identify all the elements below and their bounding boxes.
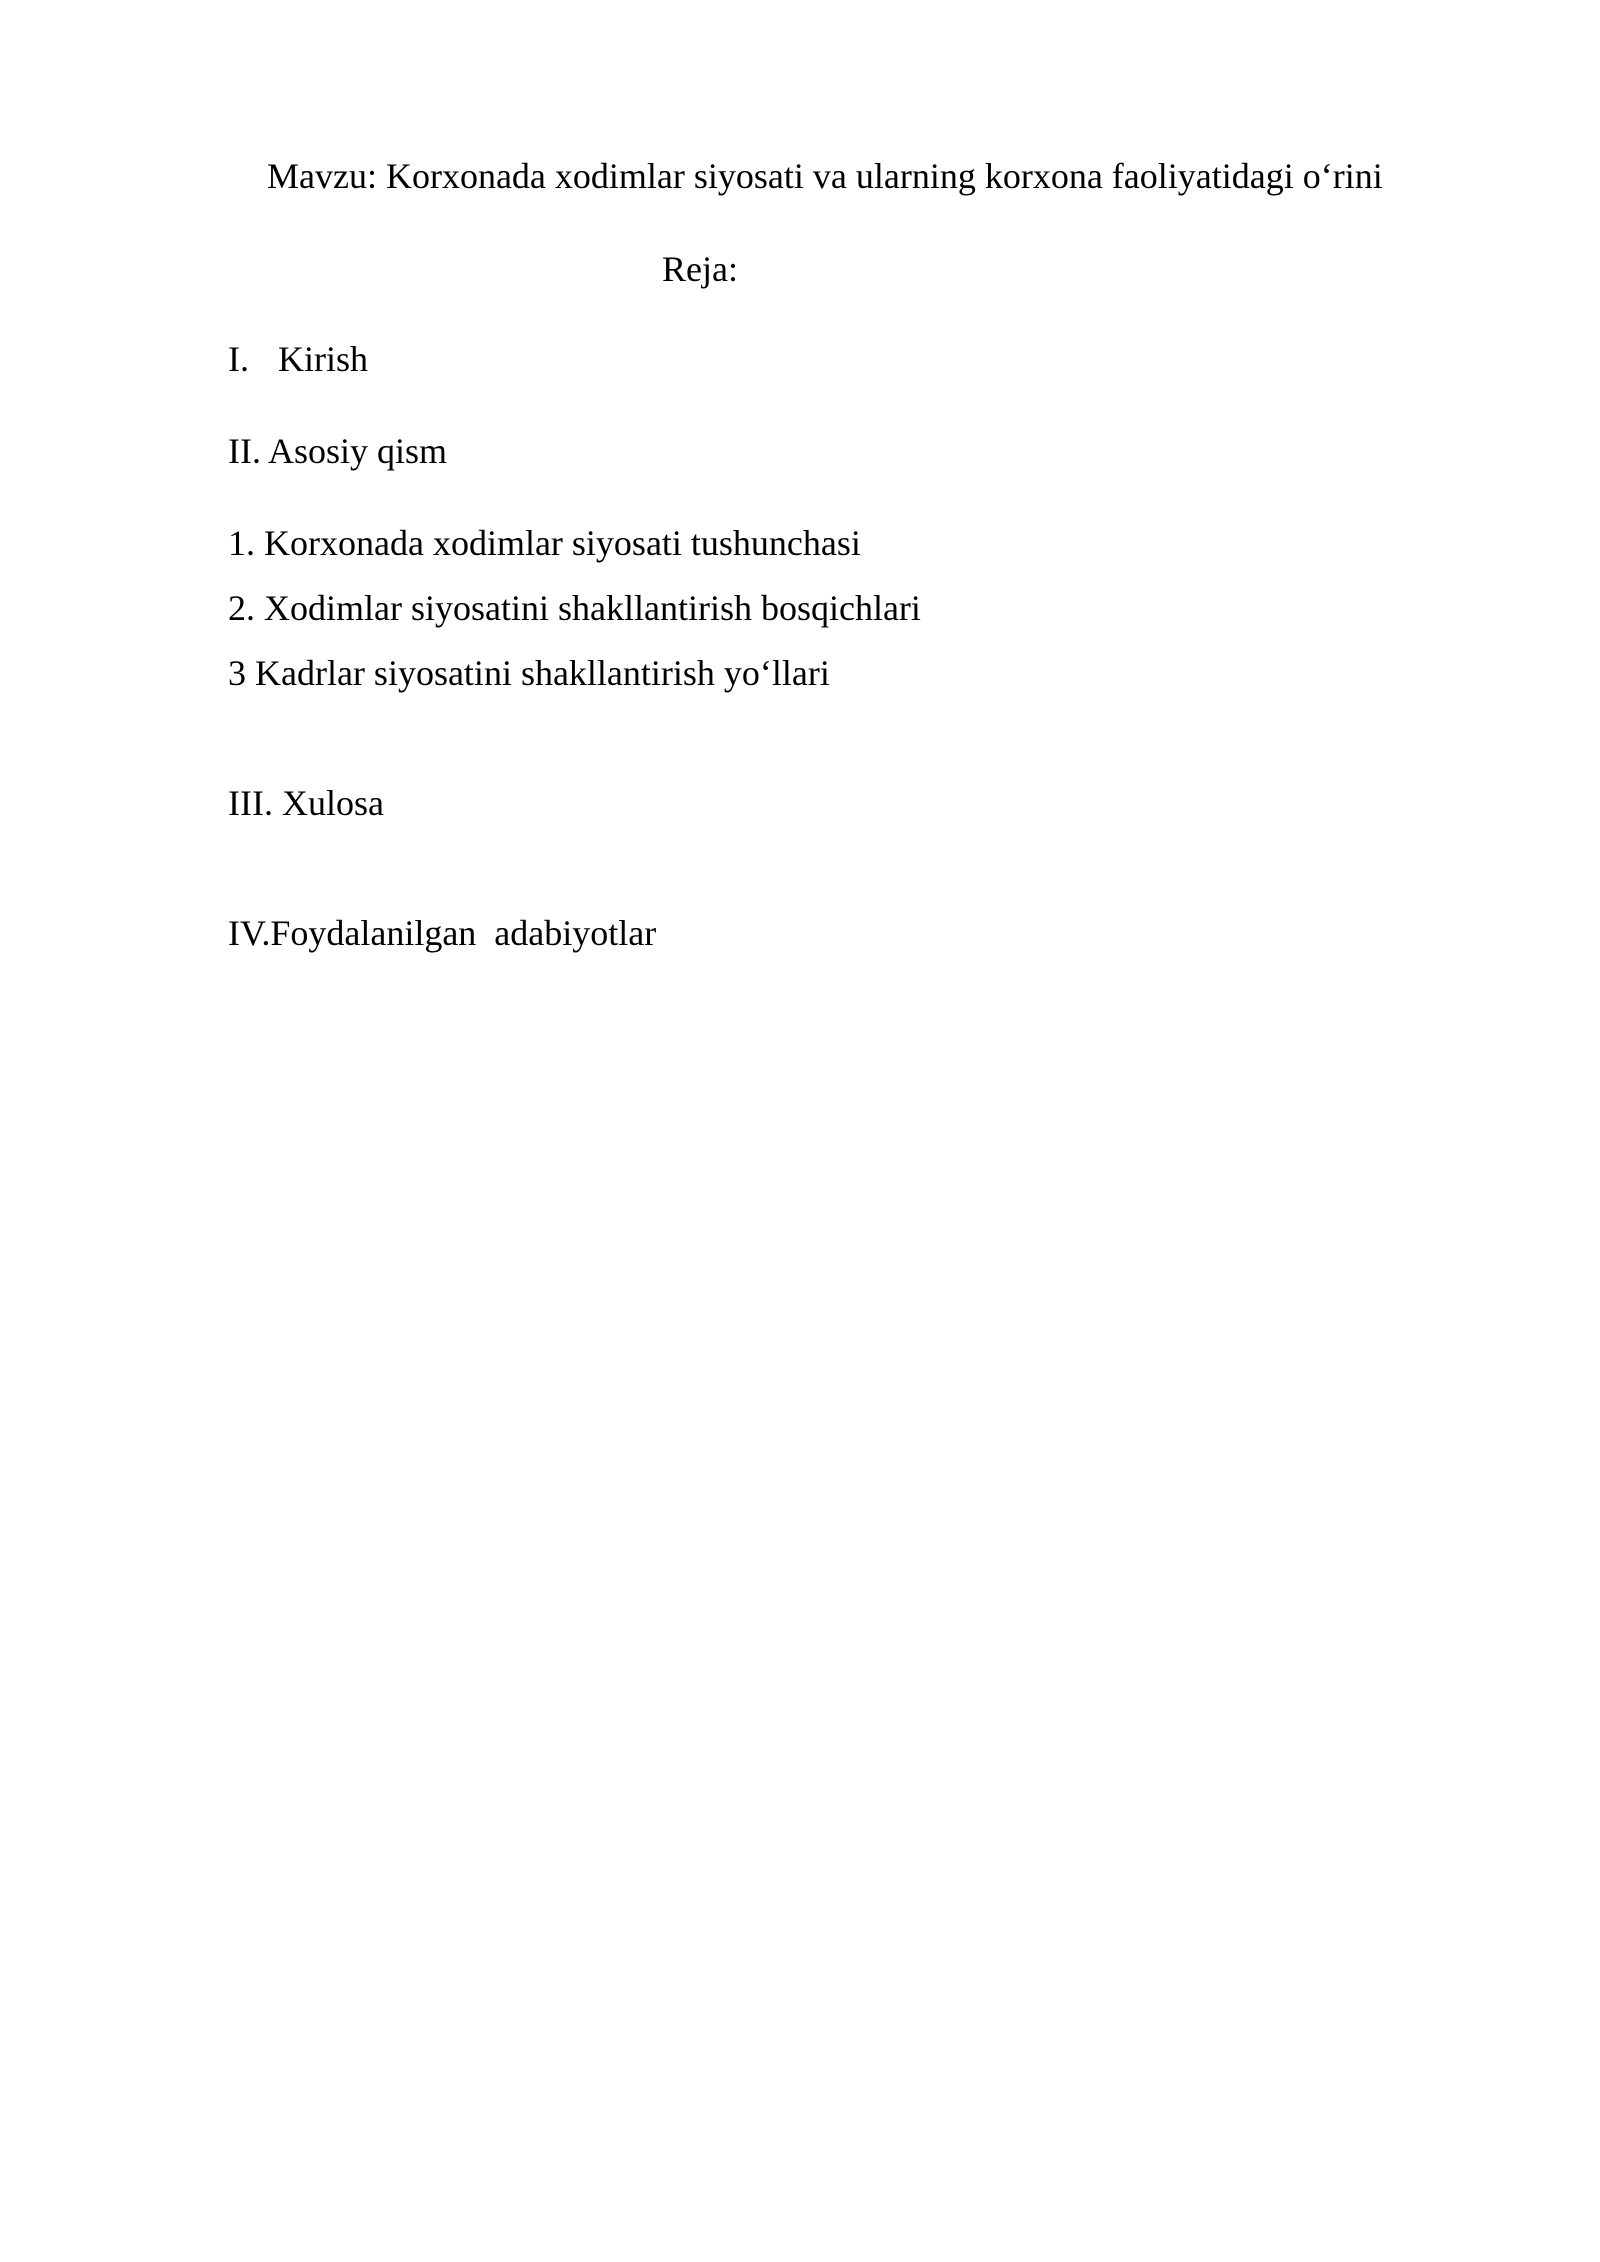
section-references: IV.Foydalanilgan adabiyotlar — [228, 913, 657, 953]
plan-item: 2. Xodimlar siyosatini shakllantirish bosqichlari — [228, 588, 921, 628]
section-main-part: II. Asosiy qism — [228, 431, 448, 471]
section-number: I. — [228, 339, 249, 379]
section-conclusion: III. Xulosa — [228, 783, 384, 823]
plan-item: 3 Kadrlar siyosatini shakllantirish yo‘llari — [228, 653, 830, 693]
document-title: Mavzu: Korxonada xodimlar siyosati va ularning korxona faoliyatidagi o‘rini — [267, 156, 1383, 196]
section-label: Kirish — [278, 339, 368, 379]
section-introduction — [228, 337, 368, 381]
plan-heading: Reja: — [662, 249, 738, 289]
plan-item: 1. Korxonada xodimlar siyosati tushunchasi — [228, 523, 861, 563]
